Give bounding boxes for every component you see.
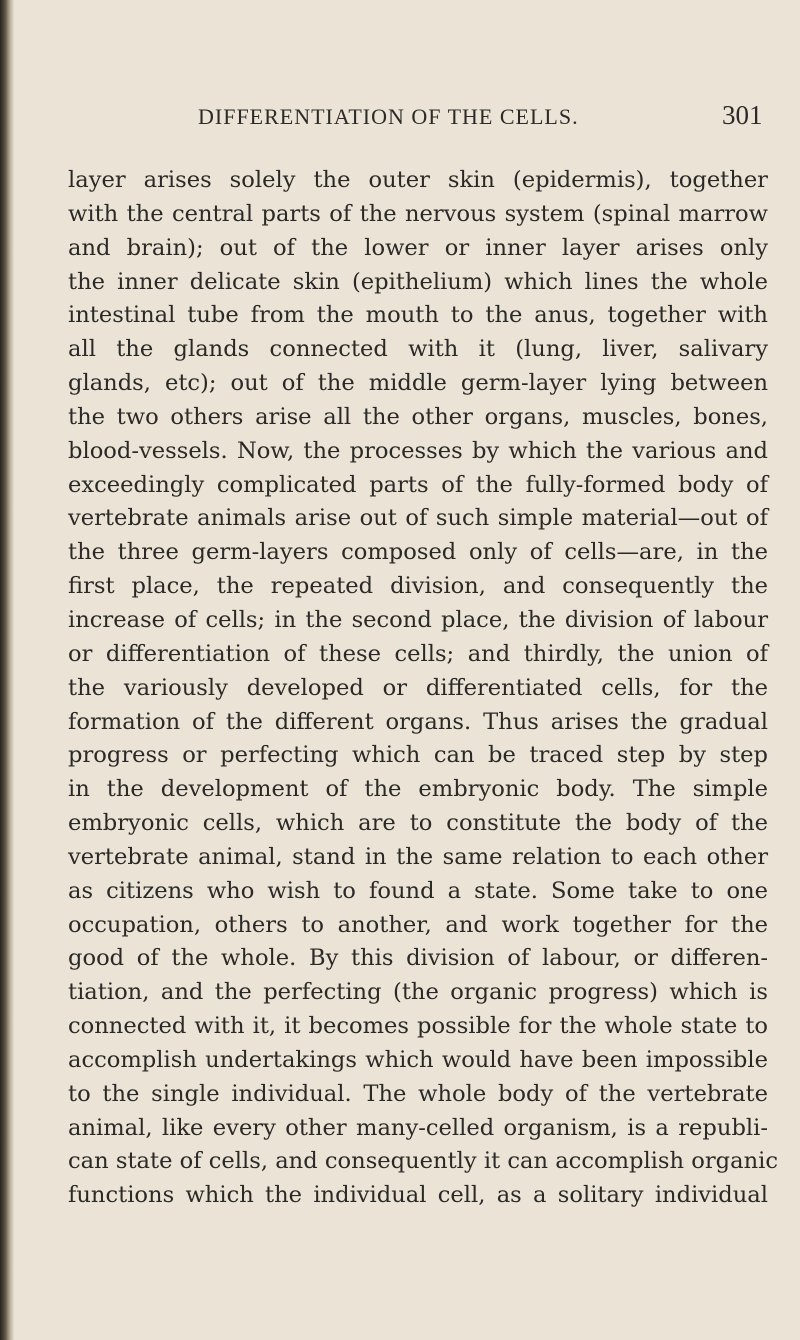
text-line: progress or perfecting which can be traced step by step bbox=[68, 742, 768, 769]
page-number: 301 bbox=[722, 100, 763, 130]
text-line: accomplish undertakings which would have been impossible bbox=[68, 1046, 768, 1073]
text-line: animal, like every other many-celled organism, is a republi- bbox=[68, 1114, 768, 1141]
text-line: intestinal tube from the mouth to the anus, together with bbox=[68, 302, 768, 329]
text-line: the two others arise all the other organs, muscles, bones, bbox=[68, 403, 768, 430]
running-head: DIFFERENTIATION OF THE CELLS. bbox=[198, 104, 579, 129]
text-line: exceedingly complicated parts of the fully-formed body of bbox=[68, 471, 768, 498]
text-line: can state of cells, and consequently it can accomplish organic bbox=[68, 1148, 779, 1175]
text-line: blood-vessels. Now, the processes by which the various and bbox=[68, 437, 768, 464]
text-line: to the single individual. The whole body of the vertebrate bbox=[68, 1080, 768, 1107]
text-line: glands, etc); out of the middle germ-layer lying between bbox=[68, 370, 768, 397]
text-line: first place, the repeated division, and consequently the bbox=[68, 573, 768, 600]
text-line: vertebrate animal, stand in the same relation to each other bbox=[68, 843, 768, 870]
text-line: increase of cells; in the second place, the division of labour bbox=[68, 606, 768, 633]
text-line: the variously developed or differentiated cells, for the bbox=[68, 674, 768, 701]
text-line: or differentiation of these cells; and thirdly, the union of bbox=[68, 640, 768, 667]
body-text bbox=[68, 164, 779, 1213]
text-line: functions which the individual cell, as a solitary individual bbox=[68, 1182, 768, 1209]
page-binding-edge bbox=[0, 0, 14, 1340]
text-line: with the central parts of the nervous system (spinal marrow bbox=[68, 200, 768, 227]
text-line: all the glands connected with it (lung, liver, salivary bbox=[68, 336, 768, 363]
text-line: as citizens who wish to found a state. Some take to one bbox=[68, 877, 768, 904]
text-line: connected with it, it becomes possible for the whole state to bbox=[68, 1013, 768, 1040]
text-line: good of the whole. By this division of labour, or differen- bbox=[68, 945, 768, 972]
text-line: formation of the different organs. Thus arises the gradual bbox=[68, 708, 768, 735]
text-line: embryonic cells, which are to constitute the body of the bbox=[68, 810, 768, 837]
text-line: in the development of the embryonic body. The simple bbox=[68, 776, 768, 803]
text-line: occupation, others to another, and work together for the bbox=[68, 911, 768, 938]
text-line: the inner delicate skin (epithelium) which lines the whole bbox=[68, 268, 768, 295]
text-line: tiation, and the perfecting (the organic progress) which is bbox=[68, 979, 768, 1006]
text-line: the three germ-layers composed only of cells—are, in the bbox=[68, 539, 768, 566]
text-line: layer arises solely the outer skin (epidermis), together bbox=[68, 167, 768, 193]
text-line: vertebrate animals arise out of such simple material—out of bbox=[68, 505, 768, 532]
text-line: and brain); out of the lower or inner layer arises only bbox=[68, 234, 768, 261]
